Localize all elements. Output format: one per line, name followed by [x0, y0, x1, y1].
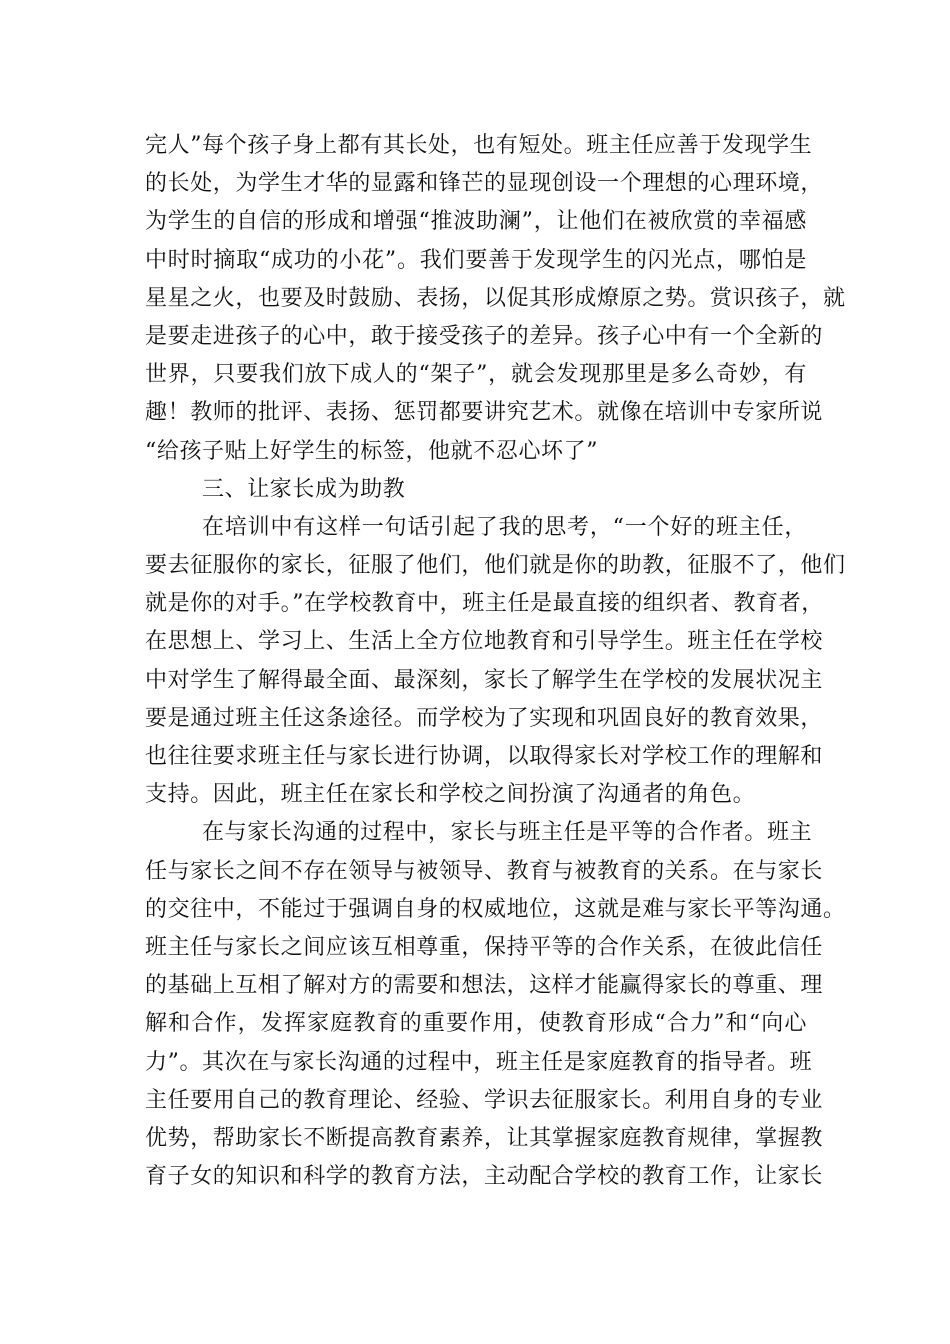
paragraph-line: 力”。其次在与家长沟通的过程中，班主任是家庭教育的指导者。班 [145, 1049, 813, 1075]
paragraph-line: 完人”每个孩子身上都有其长处，也有短处。班主任应善于发现学生 [145, 133, 813, 158]
paragraph-line: 支持。因此，班主任在家长和学校之间扮演了沟通者的角色。 [145, 782, 756, 808]
paragraph-line: 就是你的对手。”在学校教育中，班主任是最直接的组织者、教育者， [145, 591, 824, 617]
paragraph-line: 中对学生了解得最全面、最深刻，家长了解学生在学校的发展状况主 [145, 667, 824, 693]
paragraph-line: 为学生的自信的形成和增强“推波助澜”，让他们在被欣赏的幸福感 [145, 209, 807, 235]
paragraph-line: 主任要用自己的教育理论、经验、学识去征服家长。利用自身的专业 [145, 1087, 824, 1113]
paragraph-line: 育子女的知识和科学的教育方法，主动配合学校的教育工作，让家长 [145, 1164, 824, 1190]
paragraph-line: 要是通过班主任这条途径。而学校为了实现和巩固良好的教育效果， [145, 705, 824, 731]
paragraph-line: 是要走进孩子的心中，敢于接受孩子的差异。孩子心中有一个全新的 [145, 323, 824, 349]
paragraph-line: 在思想上、学习上、生活上全方位地教育和引导学生。班主任在学校 [145, 629, 824, 655]
paragraph-line: 中时时摘取“成功的小花”。我们要善于发现学生的闪光点，哪怕是 [145, 247, 807, 273]
paragraph-line: 任与家长之间不存在领导与被领导、教育与被教育的关系。在与家长 [145, 858, 824, 884]
paragraph-line: 解和合作，发挥家庭教育的重要作用，使教育形成“合力”和“向心 [145, 1011, 807, 1037]
paragraph-line: 的交往中，不能过于强调自身的权威地位，这就是难与家长平等沟通。 [145, 896, 846, 922]
section-heading: 三、让家长成为助教 [202, 476, 406, 502]
paragraph-line: 要去征服你的家长，征服了他们，他们就是你的助教，征服不了，他们 [145, 553, 846, 579]
paragraph-line: 班主任与家长之间应该互相尊重，保持平等的合作关系，在彼此信任 [145, 934, 824, 960]
paragraph-line: 在培训中有这样一句话引起了我的思考，“一个好的班主任， [202, 514, 807, 540]
paragraph-line: 的基础上互相了解对方的需要和想法，这样才能赢得家长的尊重、理 [145, 973, 824, 999]
paragraph-line: 世界，只要我们放下成人的“架子”，就会发现那里是多么奇妙，有 [145, 362, 807, 388]
paragraph-line: 星星之火，也要及时鼓励、表扬，以促其形成燎原之势。赏识孩子，就 [145, 285, 846, 311]
paragraph-line: 也往往要求班主任与家长进行协调，以取得家长对学校工作的理解和 [145, 744, 824, 769]
paragraph-line: 的长处，为学生才华的显露和锋芒的显现创设一个理想的心理环境， [145, 171, 824, 197]
paragraph-line: “给孩子贴上好学生的标签，他就不忍心坏了” [145, 438, 599, 464]
paragraph-line: 优势，帮助家长不断提高教育素养，让其掌握家庭教育规律，掌握教 [145, 1125, 824, 1151]
paragraph-line: 趣！教师的批评、表扬、惩罚都要讲究艺术。就像在培训中专家所说 [145, 400, 824, 426]
paragraph-line: 在与家长沟通的过程中，家长与班主任是平等的合作者。班主 [202, 820, 813, 846]
document-body [145, 127, 846, 1196]
